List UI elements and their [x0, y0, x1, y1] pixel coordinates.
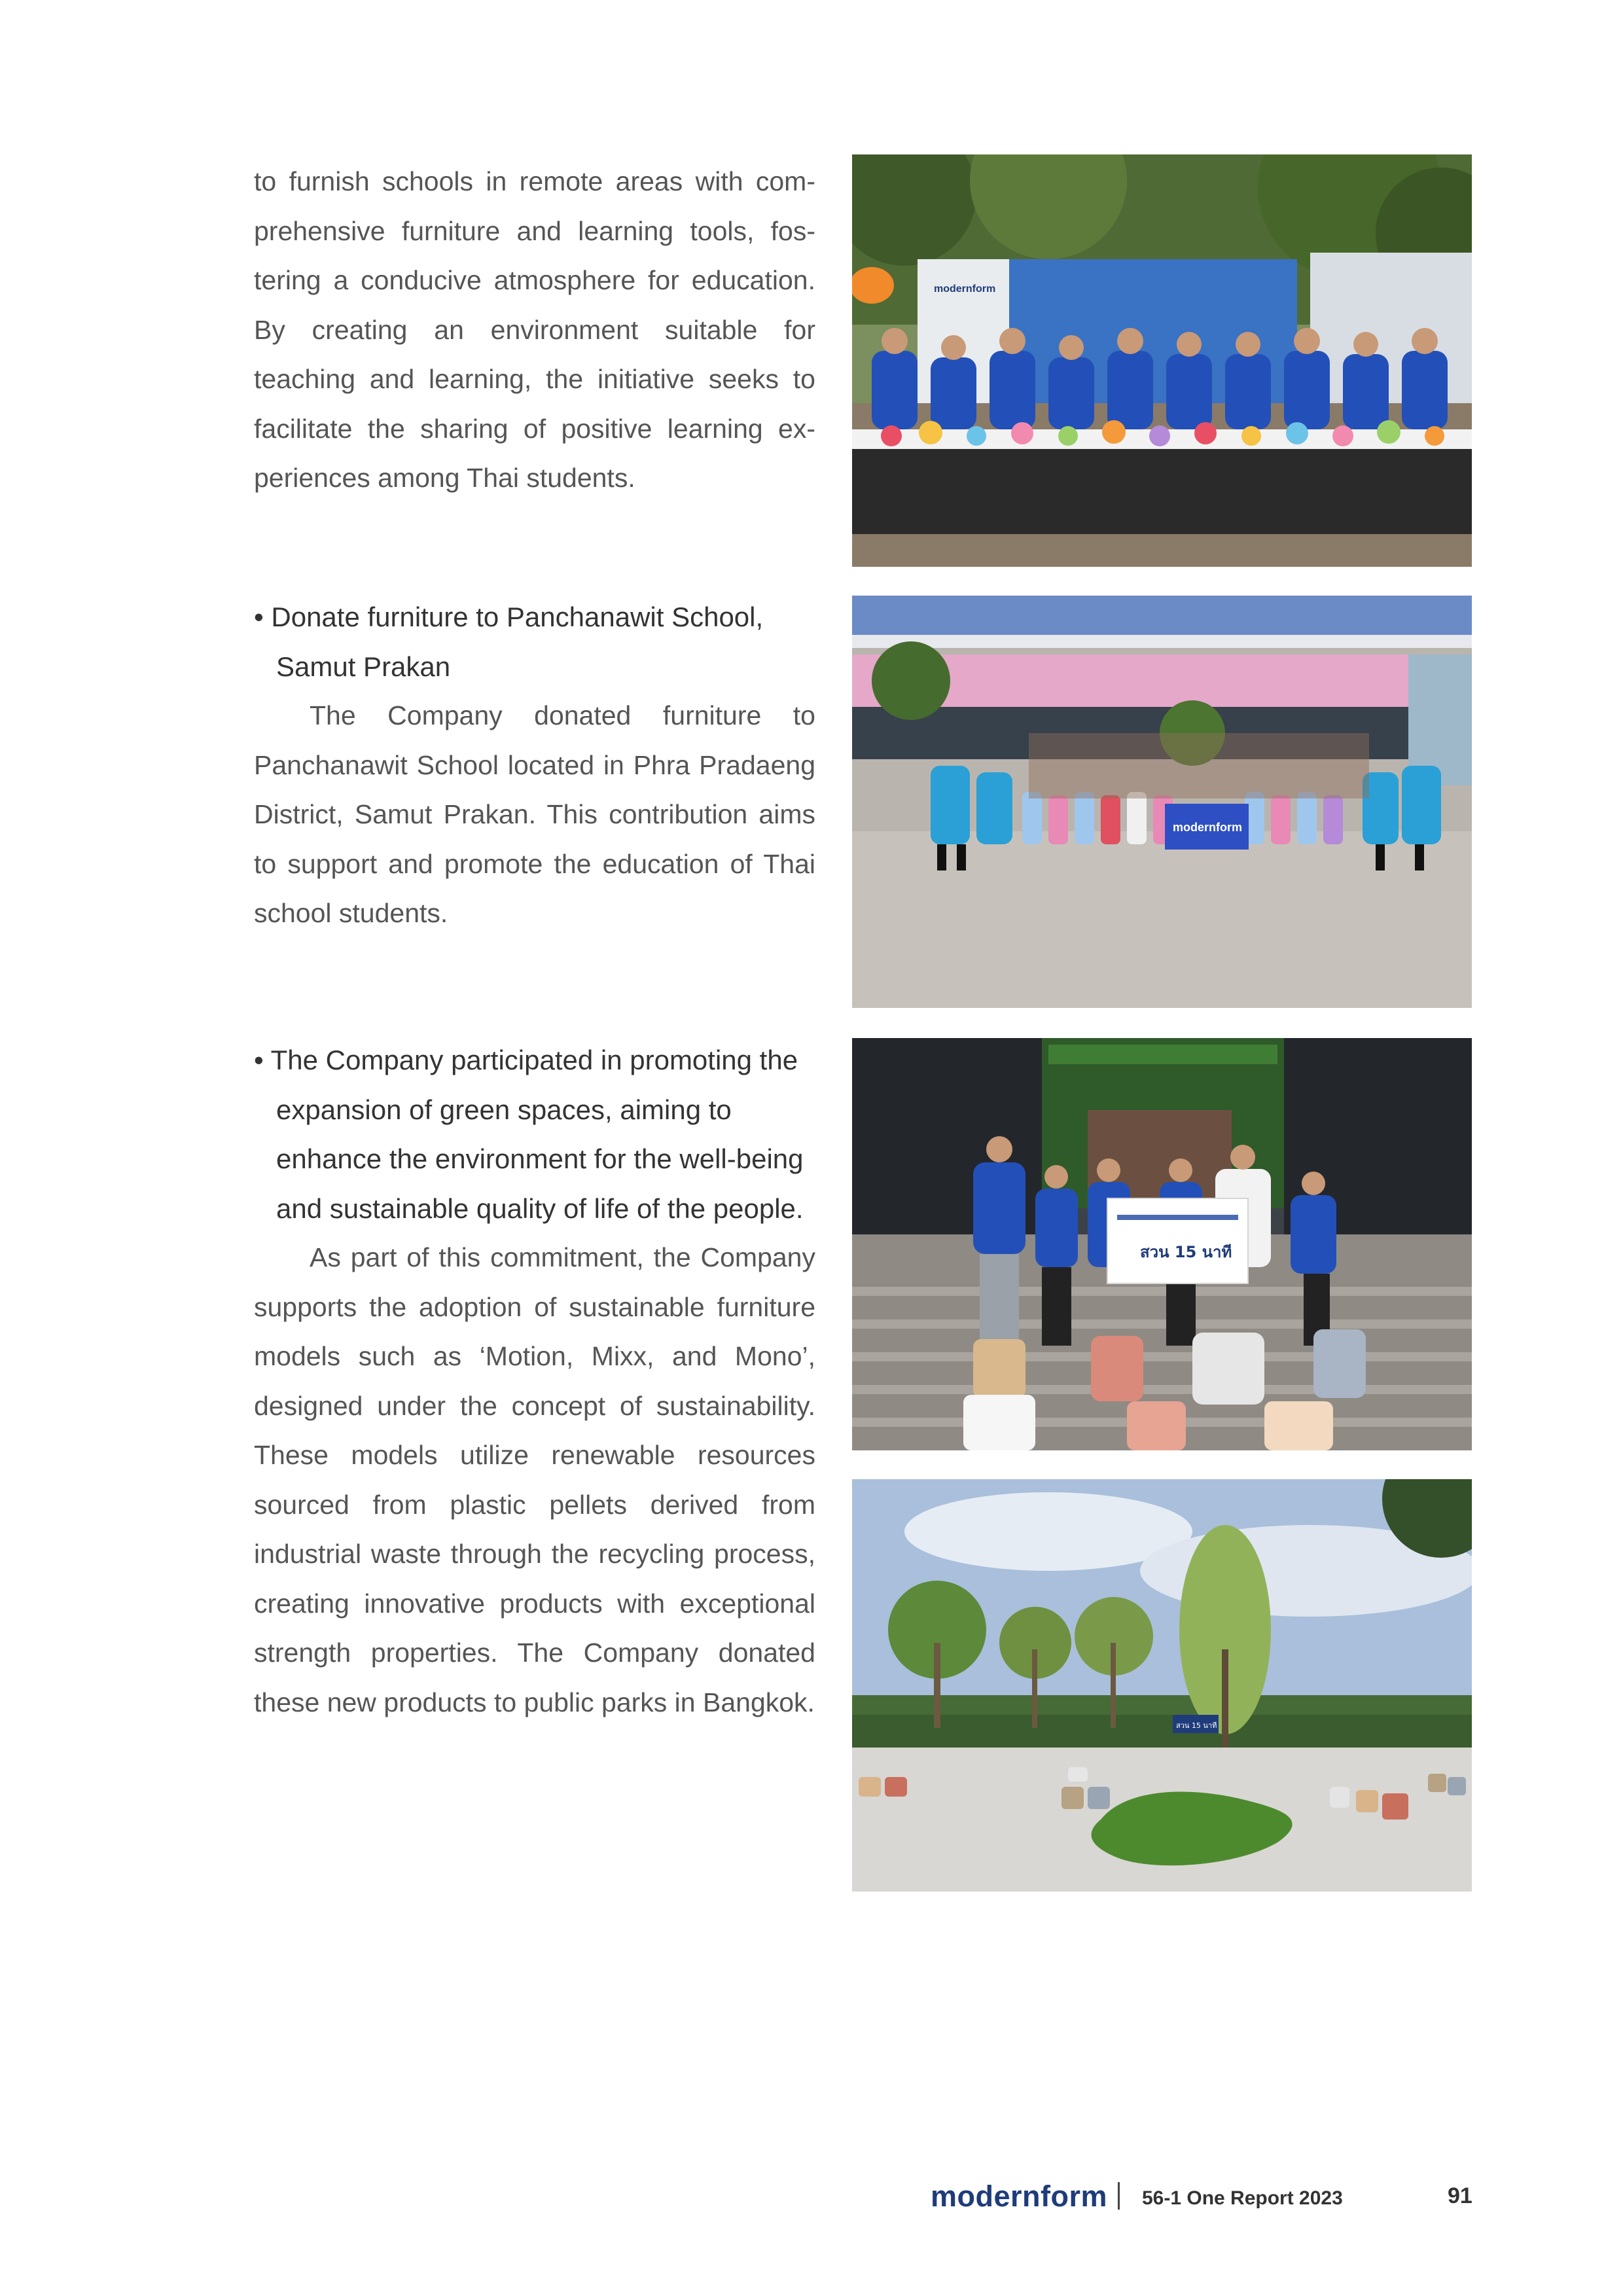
section-1-paragraph: to furnish schools in remote areas with com-prehensive furniture and learning tools, fos-tering a conducive atmosphere for education. By creating an environment suitable for teaching and learning, the initiative seeks to facilitate the sharing of positive learning ex-periences among Thai students.: [254, 166, 815, 493]
section-2-heading: • Donate furniture to Panchanawit School, Samut Prakan: [254, 601, 764, 682]
section-1-text: [254, 157, 815, 503]
photo3-board-title: สวน 15 นาที: [1140, 1243, 1232, 1261]
photo1-banner-text: modernform: [934, 283, 996, 295]
photo-donation-group-image: [852, 154, 1472, 567]
photo-park-ceremony-image: [852, 1038, 1472, 1450]
section-3-heading: • The Company participated in promoting the expansion of green spaces, aiming to enhance the environment for the well-being and sustainable quality of life of the people.: [254, 1045, 804, 1224]
photo-public-park-image: [852, 1479, 1472, 1892]
photo4-sign-text: สวน 15 นาที: [1176, 1721, 1217, 1730]
page-number: 91: [1448, 2183, 1472, 2208]
footer-report-title: 56-1 One Report 2023: [1142, 2187, 1343, 2209]
section-2-text: [254, 592, 815, 939]
photo-public-park: [852, 1479, 1472, 1892]
section-3-paragraph: As part of this commitment, the Company supports the adoption of sustainable furniture models such as ‘Motion, Mixx, and Mono’, designed under the concept of sustainability. These models utilize renewable resources sourced from plastic pellets derived from industrial waste through the recycling process, creating innovative products with exceptional strength properties. The Company donated these new products to public parks in Bangkok.: [254, 1242, 815, 1717]
photo-school-children-image: [852, 596, 1472, 1008]
footer-divider: [1118, 2182, 1120, 2210]
photo-school-children: [852, 596, 1472, 1008]
photo-donation-group: [852, 154, 1472, 567]
section-2-paragraph: The Company donated furniture to Panchanawit School located in Phra Pradaeng District, Samut Prakan. This contribution aims to support and promote the education of Thai school students.: [254, 700, 815, 928]
footer-brand-logo: modernform: [931, 2179, 1108, 2213]
photo2-banner-text: modernform: [1173, 821, 1243, 834]
section-3-text: [254, 1035, 815, 1727]
photo-park-ceremony: [852, 1038, 1472, 1450]
